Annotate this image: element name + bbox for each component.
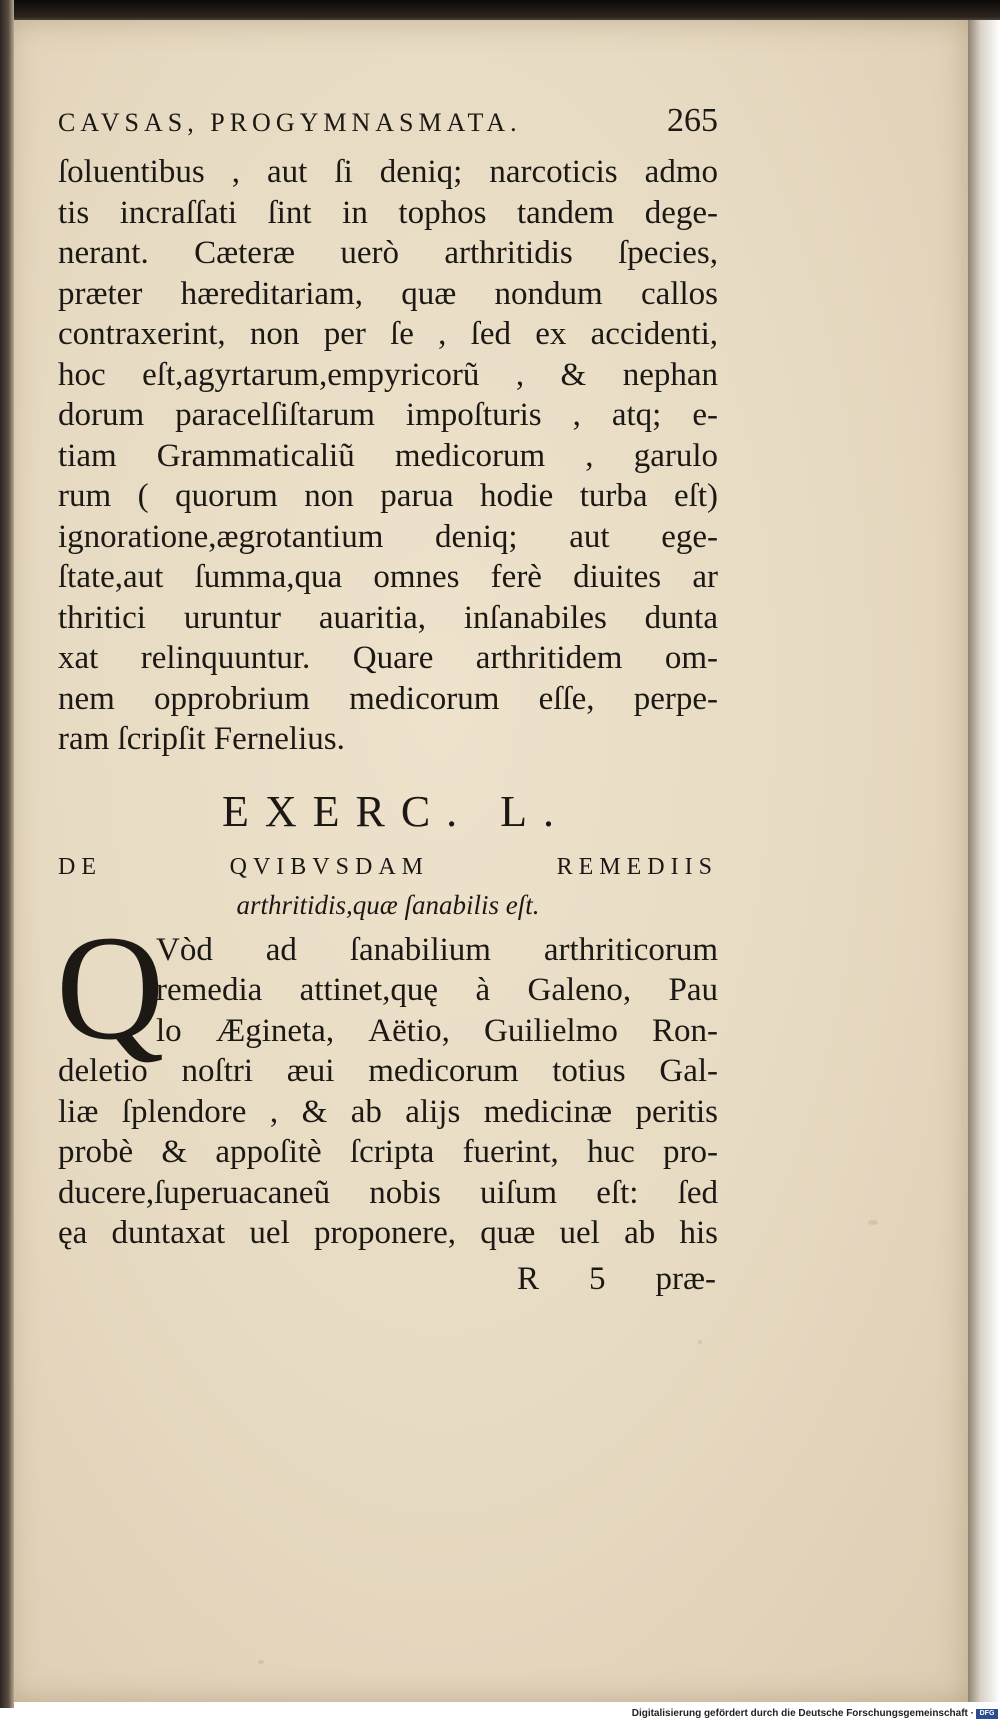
signature-mark: R (516, 1260, 539, 1297)
subheading-word: QVIBVSDAM (229, 853, 429, 880)
section-subheading-italic: arthritidis,quæ ſanabilis eſt. (236, 889, 540, 920)
digitization-footer (0, 1708, 1000, 1720)
subheading-word: DE (58, 853, 102, 880)
paper-stain (258, 1660, 264, 1664)
text-line: dorum paracelſiſtarum impoſturis , atq; e- (58, 397, 718, 433)
text-line: lo Æginetа, Aëtio, Guilielmo Ron- (156, 1012, 718, 1049)
text-line: ſoluentibus , aut ſi deniq; narcoticis admo (58, 154, 718, 190)
text-line: præter hæreditariam, quæ nondum callos (58, 275, 718, 312)
text-line: ram ſcripſit Fernelius. (58, 721, 345, 757)
paragraph-top (58, 152, 718, 760)
text-line: deletio noſtri æui medicorum totius Gal- (58, 1053, 718, 1089)
text-line: ducere,ſuperuacaneũ nobis uiſum eſt: ſed (58, 1174, 718, 1211)
book-page (8, 20, 970, 1702)
running-head (58, 102, 718, 152)
text-line: xat relinquuntur. Quare arthritidem om- (58, 640, 718, 676)
dfg-logo: DFG (976, 1709, 998, 1719)
text-line: nem opprobrium medicorum eſſe, perpe- (58, 680, 718, 717)
paper-stain (868, 1220, 878, 1225)
text-line: contraxerint, non per ſe , ſed ex accidenti, (58, 316, 718, 352)
book-binding (0, 0, 14, 1708)
text-line: ęa duntaxat uel proponere, quæ uel ab his (58, 1215, 718, 1251)
text-line: remedia attinet,quę à Galeno, Pau (156, 972, 718, 1008)
signature-number: 5 (589, 1260, 606, 1297)
text-line: thritici uruntur auaritia, inſanabiles dunta (58, 599, 718, 636)
section-heading: EXERC. L. (221, 786, 571, 836)
text-line: ſtate,aut ſumma,qua omnes ferè diuites ar (58, 559, 718, 595)
page-number: 265 (667, 102, 718, 139)
subheading-word: REMEDIIS (556, 853, 718, 880)
section-subheading (58, 848, 718, 886)
text-line: tis incraſſati ſint in tophos tandem dege- (58, 194, 718, 231)
funding-note: Digitalisierung gefördert durch die Deutsche Forschungsgemeinschaft · (631, 1708, 974, 1719)
signature-line (58, 1258, 718, 1300)
text-line: ignoratione,ægrotantium deniq; aut ege- (58, 518, 718, 555)
text-block (58, 102, 718, 1300)
running-title: CAVSAS, PROGYMNASMATA. (58, 108, 522, 137)
text-line: tiam Grammaticaliũ medicorum , garulo (58, 437, 718, 474)
paper-stain (698, 1340, 702, 1344)
text-line: liæ ſplendore , & ab alijs medicinæ peritis (58, 1093, 718, 1130)
text-line: rum ( quorum non parua hodie turba eſt) (58, 478, 718, 514)
text-line: hoc eſt,agyrtarum,empyricorũ , & nephan (58, 356, 718, 393)
catchword: præ- (655, 1260, 716, 1297)
text-line: probè & appoſitè ſcripta fuerint, huc pro- (58, 1134, 718, 1170)
scan-right-edge (968, 20, 1000, 1702)
drop-cap: Q (56, 904, 165, 1071)
text-line: Vòd ad ſanabilium arthriticorum (156, 931, 718, 968)
text-line: nerant. Cæteræ uerò arthritidis ſpecies, (58, 235, 718, 271)
